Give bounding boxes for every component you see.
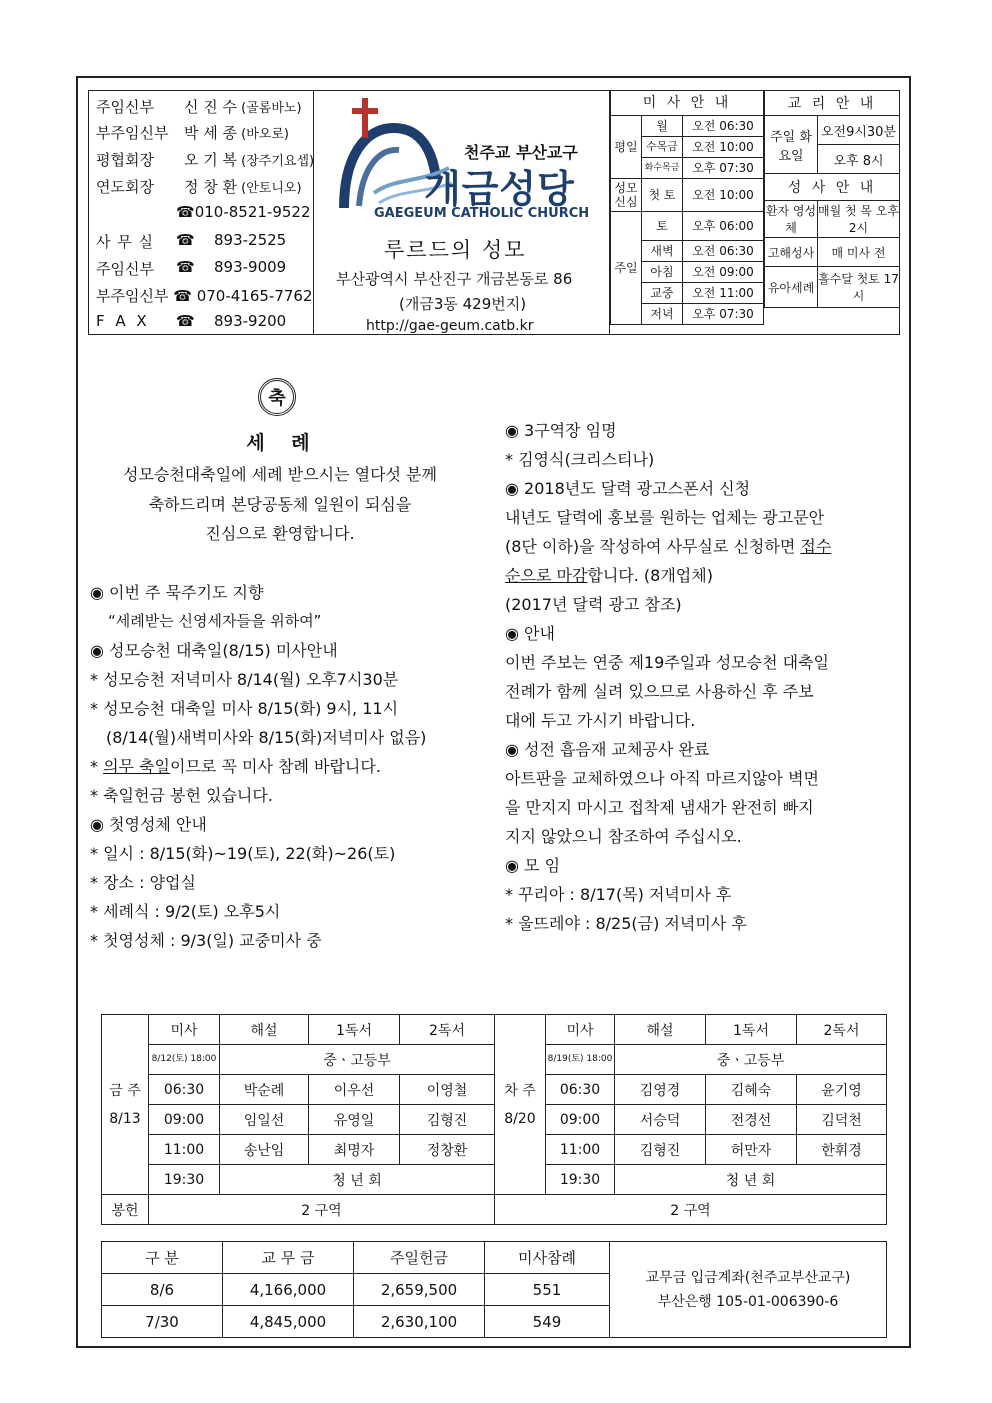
staff-name: 박 세 종: [184, 124, 238, 142]
finance-cell: 4,845,000: [223, 1306, 354, 1338]
rosary-intention: “세례받는 신영세자들을 위하여”: [108, 612, 322, 630]
weekday-day: 수목금: [642, 137, 683, 158]
roster-cell: 정창환: [400, 1135, 495, 1165]
meeting-item: * 울뜨레야 : 8/25(금) 저녁미사 후: [505, 914, 747, 933]
finance-cell: 2,659,500: [354, 1274, 485, 1306]
assumption-item: * 성모승천 대축일 미사 8/15(화) 9시, 11시: [90, 699, 399, 718]
roster-header: 미사: [149, 1015, 220, 1045]
roster-evening-group: 청 년 회: [615, 1165, 887, 1195]
sunday-slot: 새벽: [642, 241, 683, 262]
roster-header: 미사: [546, 1015, 615, 1045]
communion-item: * 장소 : 양업실: [90, 873, 196, 892]
roster-cell: 임일선: [220, 1105, 309, 1135]
finance-cell: 8/6: [102, 1274, 223, 1306]
roster-time: 09:00: [546, 1105, 615, 1135]
roster-cell: 윤기영: [797, 1075, 887, 1105]
roster-cell: 김형진: [400, 1105, 495, 1135]
staff-role: 평협회장: [96, 151, 154, 169]
finance-header: 교 무 금: [223, 1242, 354, 1274]
renovation-text: 아트판을 교체하였으나 아직 마르지않아 벽면: [505, 769, 820, 788]
finance-cell: 551: [485, 1274, 610, 1306]
roster-header: 2독서: [400, 1015, 495, 1045]
sacrament-value: 홀수달 첫토 17시: [818, 267, 900, 308]
sunday-slot: 아침: [642, 262, 683, 283]
roster-time: 06:30: [546, 1075, 615, 1105]
communion-heading: ◉ 첫영성체 안내: [90, 815, 207, 834]
staff-role: 연도회장: [96, 178, 154, 196]
assumption-item: * 성모승천 저녁미사 8/14(월) 오후7시30분: [90, 670, 399, 689]
staff-role: 주임신부: [96, 98, 154, 116]
calendar-text: (8단 이하)을 작성하여 사무실로 신청하면 접수: [505, 537, 832, 556]
sunday-time: 오전 11:00: [683, 283, 764, 304]
district-heading: ◉ 3구역장 임명: [505, 421, 617, 440]
right-column: [505, 416, 905, 938]
account-line-2: 부산은행 105-01-006390-6: [657, 1293, 839, 1310]
weekday-time: 오후 07:30: [683, 158, 764, 179]
assumption-item: * 축일헌금 봉헌 있습니다.: [90, 786, 273, 805]
fax-line: [96, 312, 287, 330]
finance-cell: 549: [485, 1306, 610, 1338]
finance-header: 미사참례: [485, 1242, 610, 1274]
roster-cell: 김덕천: [797, 1105, 887, 1135]
roster-time: 09:00: [149, 1105, 220, 1135]
roster-evening-group: 청 년 회: [220, 1165, 495, 1195]
badge-text: 축: [268, 388, 286, 409]
roster-cell: 서승덕: [615, 1105, 706, 1135]
church-name: 개금성당: [424, 167, 575, 211]
roster-cell: 최명자: [309, 1135, 400, 1165]
roster-cell: 이우선: [309, 1075, 400, 1105]
catechism-time-2: 오후 8시: [818, 145, 900, 174]
mass-schedule-table: [610, 90, 764, 325]
sacrament-label: 환자 영성체: [765, 201, 818, 238]
duty-roster-table: [101, 1014, 887, 1225]
sunday-slot: 저녁: [642, 304, 683, 325]
roster-time: 11:00: [149, 1135, 220, 1165]
district-item: * 김영식(크리스티나): [505, 450, 655, 469]
assumption-item: * 의무 축일이므로 꼭 미사 참례 바랍니다.: [90, 757, 381, 776]
celebration-badge-icon: [258, 378, 296, 416]
staff-row: [96, 176, 302, 197]
catechism-day: 주일 화요일: [765, 116, 818, 174]
finance-header: 구 분: [102, 1242, 223, 1274]
sunday-time: 오전 06:30: [683, 241, 764, 262]
finance-cell: 2,630,100: [354, 1306, 485, 1338]
roster-header: 해설: [615, 1015, 706, 1045]
roster-sat-mass: 8/19(토) 18:00: [546, 1045, 615, 1075]
finance-header: 주일헌금: [354, 1242, 485, 1274]
roster-cell: 김형진: [615, 1135, 706, 1165]
sunday-label: 주일: [611, 212, 642, 325]
sacrament-value: 매월 첫 목 오후 2시: [818, 201, 900, 238]
sacrament-label: 고해성사: [765, 238, 818, 267]
finance-cell: 4,166,000: [223, 1274, 354, 1306]
sunday-time: 오후 06:00: [683, 212, 764, 241]
church-logo-area: [314, 90, 610, 335]
weekday-time: 오전 06:30: [683, 116, 764, 137]
meeting-item: * 꾸리아 : 8/17(목) 저녁미사 후: [505, 885, 732, 904]
mobile-number: 010-8521-9522: [194, 203, 311, 221]
pastor-number: 893-9009: [214, 258, 287, 276]
assumption-note: (8/14(월)새벽미사와 8/15(화)저녁미사 없음): [106, 728, 427, 747]
staff-row: [96, 149, 314, 170]
fax-label: F A X: [96, 312, 150, 330]
roster-time: 19:30: [546, 1165, 615, 1195]
church-name-en: GAEGEUM CATHOLIC CHURCH: [374, 206, 590, 221]
patron-name: 루르드의 성모: [384, 238, 527, 262]
next-week-label: 차 주 8/20: [495, 1015, 546, 1195]
staff-name: 정 창 환: [184, 178, 238, 196]
finance-cell: 7/30: [102, 1306, 223, 1338]
communion-item: * 일시 : 8/15(화)~19(토), 22(화)~26(토): [90, 844, 396, 863]
diocese-name: 천주교 부산교구: [464, 143, 578, 162]
rosary-heading: ◉ 이번 주 묵주기도 지향: [90, 583, 264, 602]
assistant-label: 부주임신부: [96, 287, 169, 305]
assistant-number: 070-4165-7762: [196, 287, 313, 305]
roster-cell: 김혜숙: [706, 1075, 797, 1105]
assumption-heading: ◉ 성모승천 대축일(8/15) 미사안내: [90, 641, 338, 660]
sunday-time: 오후 07:30: [683, 304, 764, 325]
staff-name: 오 기 복: [184, 151, 238, 169]
weekday-time: 오전 10:00: [683, 137, 764, 158]
weekday-day: 월: [642, 116, 683, 137]
sacrament-title: 성 사 안 내: [765, 174, 900, 201]
roster-sat-group: 중ㆍ고등부: [220, 1045, 495, 1075]
calendar-text: (2017년 달력 광고 참조): [505, 595, 682, 614]
renovation-text: 을 만지지 마시고 접착제 냄새가 완전히 빠지: [505, 798, 814, 817]
calendar-text: 순으로 마감합니다. (8개업체): [505, 566, 713, 585]
church-url[interactable]: http://gae-geum.catb.kr: [366, 318, 534, 334]
catechism-title: 교 리 안 내: [765, 91, 900, 116]
celebration-line: 축하드리며 본당공동체 일원이 되심을: [148, 495, 412, 514]
sunday-slot: 교중: [642, 283, 683, 304]
calendar-text: 내년도 달력에 홍보를 원하는 업체는 광고문안: [505, 508, 825, 527]
weekday-label: 평일: [611, 116, 642, 179]
pastor-label: 주임신부: [96, 260, 154, 278]
church-address-2: (개금3동 429번지): [399, 295, 527, 313]
first-sat-label: 성모신심: [611, 179, 642, 212]
notice-text: 대에 두고 가시기 바랍니다.: [505, 711, 696, 730]
mass-schedule-title: 미 사 안 내: [611, 91, 764, 116]
roster-header: 해설: [220, 1015, 309, 1045]
renovation-heading: ◉ 성전 흡음재 교체공사 완료: [505, 740, 710, 759]
first-sat-time: 오전 10:00: [683, 179, 764, 212]
roster-cell: 전경선: [706, 1105, 797, 1135]
roster-cell: 박순례: [220, 1075, 309, 1105]
office-label: 사 무 실: [96, 233, 155, 251]
staff-baptismal-name: (장주기요셉): [237, 154, 315, 169]
phone-icon: ☎: [176, 312, 195, 330]
left-column: [90, 578, 490, 955]
offering-label: 봉헌: [102, 1195, 149, 1225]
notice-text: 전례가 함께 실려 있으므로 사용하신 후 주보: [505, 682, 814, 701]
staff-row: [96, 96, 302, 117]
office-line: [96, 231, 287, 252]
phone-icon: ☎: [173, 287, 192, 305]
pastor-line: [96, 258, 287, 279]
roster-sat-group: 중ㆍ고등부: [615, 1045, 887, 1075]
offering-this-week: 2 구역: [149, 1195, 495, 1225]
notice-text: 이번 주보는 연중 제19주일과 성모승천 대축일: [505, 653, 829, 672]
church-address: 부산광역시 부산진구 개금본동로 86: [336, 270, 573, 288]
roster-cell: 허만자: [706, 1135, 797, 1165]
staff-baptismal-name: (바오로): [237, 127, 289, 142]
finance-table: [101, 1241, 887, 1338]
staff-baptismal-name: (골롬바노): [237, 101, 302, 116]
roster-time: 19:30: [149, 1165, 220, 1195]
roster-cell: 송난임: [220, 1135, 309, 1165]
roster-time: 11:00: [546, 1135, 615, 1165]
assistant-line: [96, 285, 313, 306]
staff-name: 신 진 수: [184, 98, 238, 116]
phone-icon: ☎: [176, 203, 195, 221]
roster-cell: 유영일: [309, 1105, 400, 1135]
offering-next-week: 2 구역: [495, 1195, 887, 1225]
account-info: [610, 1242, 887, 1338]
roster-cell: 한휘경: [797, 1135, 887, 1165]
roster-cell: 김영경: [615, 1075, 706, 1105]
roster-header: 1독서: [706, 1015, 797, 1045]
catechism-table: [764, 90, 900, 308]
roster-header: 1독서: [309, 1015, 400, 1045]
staff-baptismal-name: (안토니오): [237, 181, 302, 196]
weekday-day: 화수목금: [642, 158, 683, 179]
mobile-line: [176, 203, 311, 221]
calendar-heading: ◉ 2018년도 달력 광고스폰서 신청: [505, 479, 751, 498]
celebration-line: 성모승천대축일에 세례 받으시는 열다섯 분께: [122, 465, 437, 484]
fax-number: 893-9200: [214, 312, 287, 330]
communion-item: * 세례식 : 9/2(토) 오후5시: [90, 902, 281, 921]
staff-row: [96, 122, 289, 143]
first-sat-day: 첫 토: [642, 179, 683, 212]
meeting-heading: ◉ 모 임: [505, 856, 561, 875]
sunday-time: 오전 09:00: [683, 262, 764, 283]
roster-cell: 이영철: [400, 1075, 495, 1105]
phone-icon: ☎: [176, 231, 195, 249]
phone-icon: ☎: [176, 258, 195, 276]
sacrament-value: 매 미사 전: [818, 238, 900, 267]
roster-sat-mass: 8/12(토) 18:00: [149, 1045, 220, 1075]
roster-time: 06:30: [149, 1075, 220, 1105]
office-number: 893-2525: [214, 231, 287, 249]
celebration-title: 세 례: [246, 432, 310, 454]
sacrament-label: 유아세례: [765, 267, 818, 308]
celebration-line: 진심으로 환영합니다.: [205, 524, 355, 543]
renovation-text: 지지 않았으니 참조하여 주십시오.: [505, 827, 742, 846]
notice-heading: ◉ 안내: [505, 624, 555, 643]
roster-header: 2독서: [797, 1015, 887, 1045]
account-line-1: 교무금 입금계좌(천주교부산교구): [645, 1269, 851, 1286]
this-week-label: 금 주 8/13: [102, 1015, 149, 1195]
communion-item: * 첫영성체 : 9/3(일) 교중미사 중: [90, 931, 322, 950]
catechism-time-1: 오전9시30분: [818, 116, 900, 145]
staff-role: 부주임신부: [96, 124, 169, 142]
sunday-slot: 토: [642, 212, 683, 241]
